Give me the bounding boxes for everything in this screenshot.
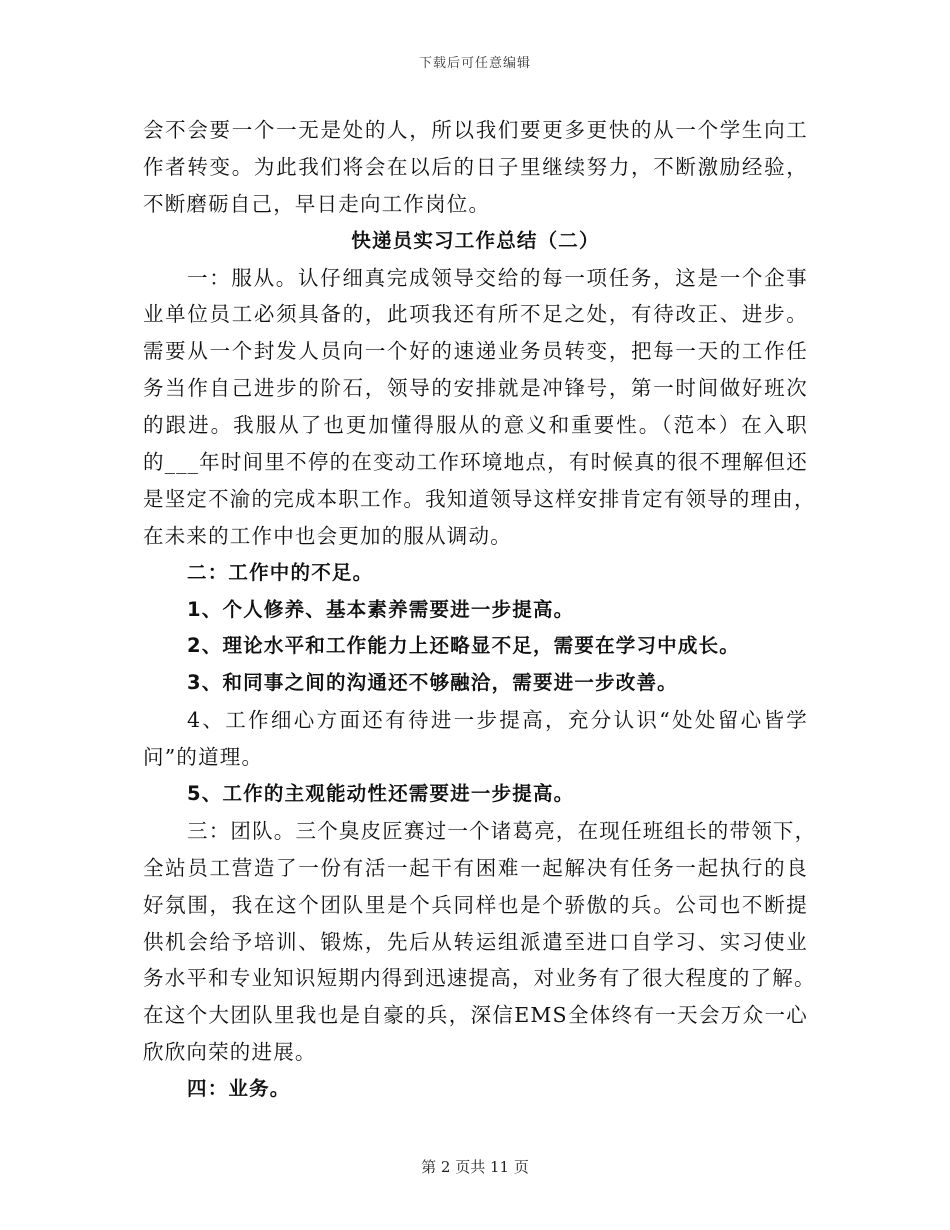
section-heading: 二：工作中的不足。 — [187, 560, 374, 584]
paragraph-line: 好氛围，我在这个团队里是个兵同样也是个骄傲的兵。公司也不断提 — [143, 892, 808, 917]
list-item: 2、理论水平和工作能力上还略显不足，需要在学习中成长。 — [187, 634, 740, 658]
list-item: 5、工作的主观能动性还需要进一步提高。 — [187, 782, 575, 806]
paragraph-line: 会不会要一个一无是处的人，所以我们要更多更快的从一个学生向工 — [143, 118, 808, 142]
page-header: 下载后可任意编辑 — [418, 56, 531, 71]
paragraph-line: 作者转变。为此我们将会在以后的日子里继续努力，不断激励经验， — [143, 154, 808, 179]
paragraph-line: 业单位员工必须具备的，此项我还有所不足之处，有待改正、进步。 — [143, 302, 808, 327]
paragraph-line: 全站员工营造了一份有活一起干有困难一起解决有任务一起执行的良 — [143, 855, 808, 880]
paragraph-line: 是坚定不渝的完成本职工作。我知道领导这样安排肯定有领导的理由， — [143, 486, 816, 511]
paragraph-line: 务当作自己进步的阶石，领导的安排就是冲锋号，第一时间做好班次 — [143, 376, 808, 401]
paragraph-line: 供机会给予培训、锻炼，先后从转运组派遣至进口自学习、实习使业 — [143, 929, 808, 954]
paragraph-line: 的___年时间里不停的在变动工作环境地点，有时候真的很不理解但还 — [143, 450, 808, 475]
paragraph-line: 三：团队。三个臭皮匠赛过一个诸葛亮，在现任班组长的带领下， — [187, 818, 817, 843]
paragraph-line: 务水平和专业知识短期内得到迅速提高，对业务有了很大程度的了解。 — [143, 966, 816, 991]
paragraph-line: 一：服从。认仔细真完成领导交给的每一项任务，这是一个企事 — [187, 265, 808, 290]
list-item: 1、个人修养、基本素养需要进一步提高。 — [187, 597, 575, 621]
paragraph-line: 在未来的工作中也会更加的服从调动。 — [143, 523, 512, 548]
paragraph-line: 在这个大团队里我也是自豪的兵，深信EMS全体终有一天会万众一心 — [143, 1003, 808, 1028]
paragraph-line: 不断磨砺自己，早日走向工作岗位。 — [143, 191, 491, 216]
paragraph-line: 的跟进。我服从了也更加懂得服从的意义和重要性。（范本）在入职 — [143, 413, 808, 438]
paragraph-line: 需要从一个封发人员向一个好的速递业务员转变，把每一天的工作任 — [143, 339, 808, 364]
list-item: 4、工作细心方面还有待进一步提高，充分认识“处处留心皆学 — [187, 708, 808, 733]
document-body — [143, 112, 817, 1108]
list-item: 3、和同事之间的沟通还不够融洽，需要进一步改善。 — [187, 671, 678, 695]
paragraph-line: 欣欣向荣的进展。 — [143, 1040, 317, 1065]
section-title: 快递员实习工作总结（二） — [351, 228, 600, 252]
page-footer: 第 2 页共 11 页 — [421, 1158, 529, 1176]
list-item-continuation: 问”的道理。 — [143, 745, 264, 770]
section-heading: 四：业务。 — [187, 1077, 291, 1101]
